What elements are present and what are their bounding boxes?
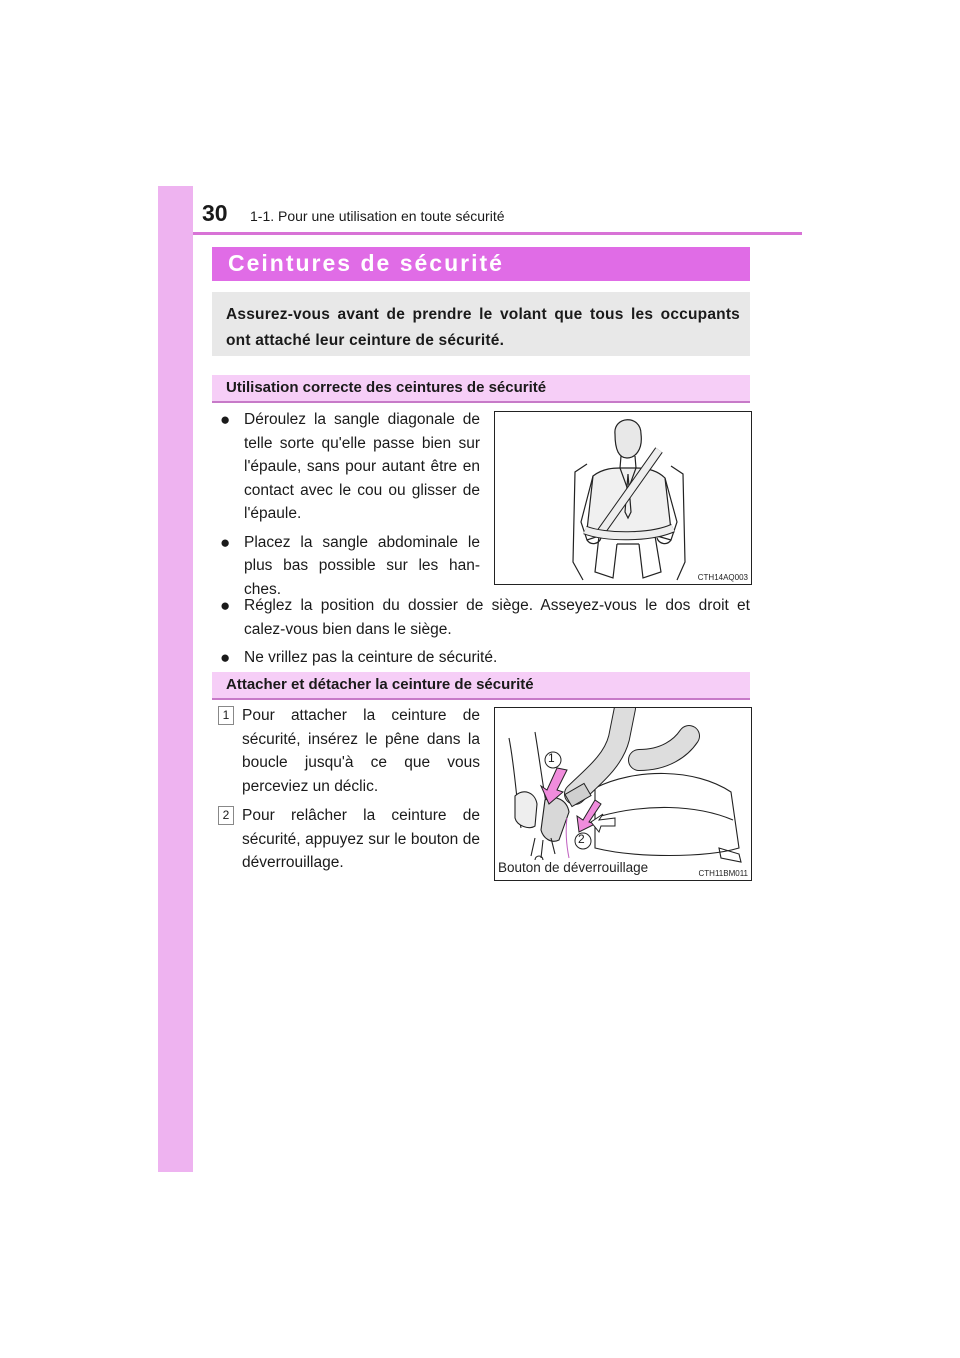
list-item-text: Réglez la position du dossier de siège. Asseyez-vous le dos droit et calez-vous bien dans le siège. xyxy=(244,597,750,638)
step-item xyxy=(218,804,480,875)
list-item-text: Déroulez la sangle diagonale de telle sorte qu'elle passe bien sur l'épaule, sans pour autant être en contact avec le cou ou glisser de l'épaule. xyxy=(244,411,480,522)
page-number: 30 xyxy=(202,200,228,226)
section-heading-usage xyxy=(212,375,750,403)
seated-occupant-illustration xyxy=(495,412,751,584)
step-number: 2 xyxy=(218,806,234,825)
breadcrumb: 1-1. Pour une utilisation en toute sécurité xyxy=(250,208,505,224)
section-heading-fasten-text: Attacher et détacher la ceinture de sécurité xyxy=(226,676,534,693)
bullet-icon: ● xyxy=(220,410,231,429)
list-item xyxy=(218,646,750,670)
list-item xyxy=(218,408,480,526)
intro-text: Assurez-vous avant de prendre le volant que tous les occupants ont attaché leur ceinture de sécurité. xyxy=(226,306,740,349)
step-number: 1 xyxy=(218,706,234,725)
section-heading-usage-text: Utilisation correcte des ceintures de sécurité xyxy=(226,379,547,396)
intro-box xyxy=(212,292,750,356)
step-text: Pour attacher la ceinture de sécurité, insérez le pêne dans la boucle jusqu'à ce que vous perceviez un déclic. xyxy=(242,707,480,795)
list-item xyxy=(218,531,480,602)
figure-label-release-button: Bouton de déverrouillage xyxy=(498,860,649,875)
list-item xyxy=(218,594,750,641)
bullet-list-narrow xyxy=(218,408,480,606)
title-banner xyxy=(212,247,750,281)
side-tab-bar xyxy=(158,186,193,1172)
callout-1: 1 xyxy=(548,751,555,765)
bullet-list-wide xyxy=(218,594,750,675)
list-item-text: Placez la sangle abdominale le plus bas possible sur les han-ches. xyxy=(244,533,480,598)
figure-buckle xyxy=(494,707,752,881)
page-title: Ceintures de sécurité xyxy=(228,250,504,276)
bullet-icon: ● xyxy=(220,532,231,552)
header-divider xyxy=(193,232,802,235)
bullet-icon: ● xyxy=(220,596,231,615)
step-text: Pour relâcher la ceinture de sécurité, appuyez sur le bouton de déverrouillage. xyxy=(242,807,480,871)
section-heading-fasten xyxy=(212,672,750,700)
figure-code: CTH11BM011 xyxy=(698,869,748,878)
list-item-text: Ne vrillez pas la ceinture de sécurité. xyxy=(244,649,498,666)
figure-code: CTH14AQ003 xyxy=(697,573,748,582)
step-list xyxy=(218,704,480,881)
bullet-icon: ● xyxy=(220,648,231,667)
buckle-illustration xyxy=(495,708,751,880)
figure-seated-occupant xyxy=(494,411,752,585)
callout-2: 2 xyxy=(578,832,585,846)
step-item xyxy=(218,704,480,798)
